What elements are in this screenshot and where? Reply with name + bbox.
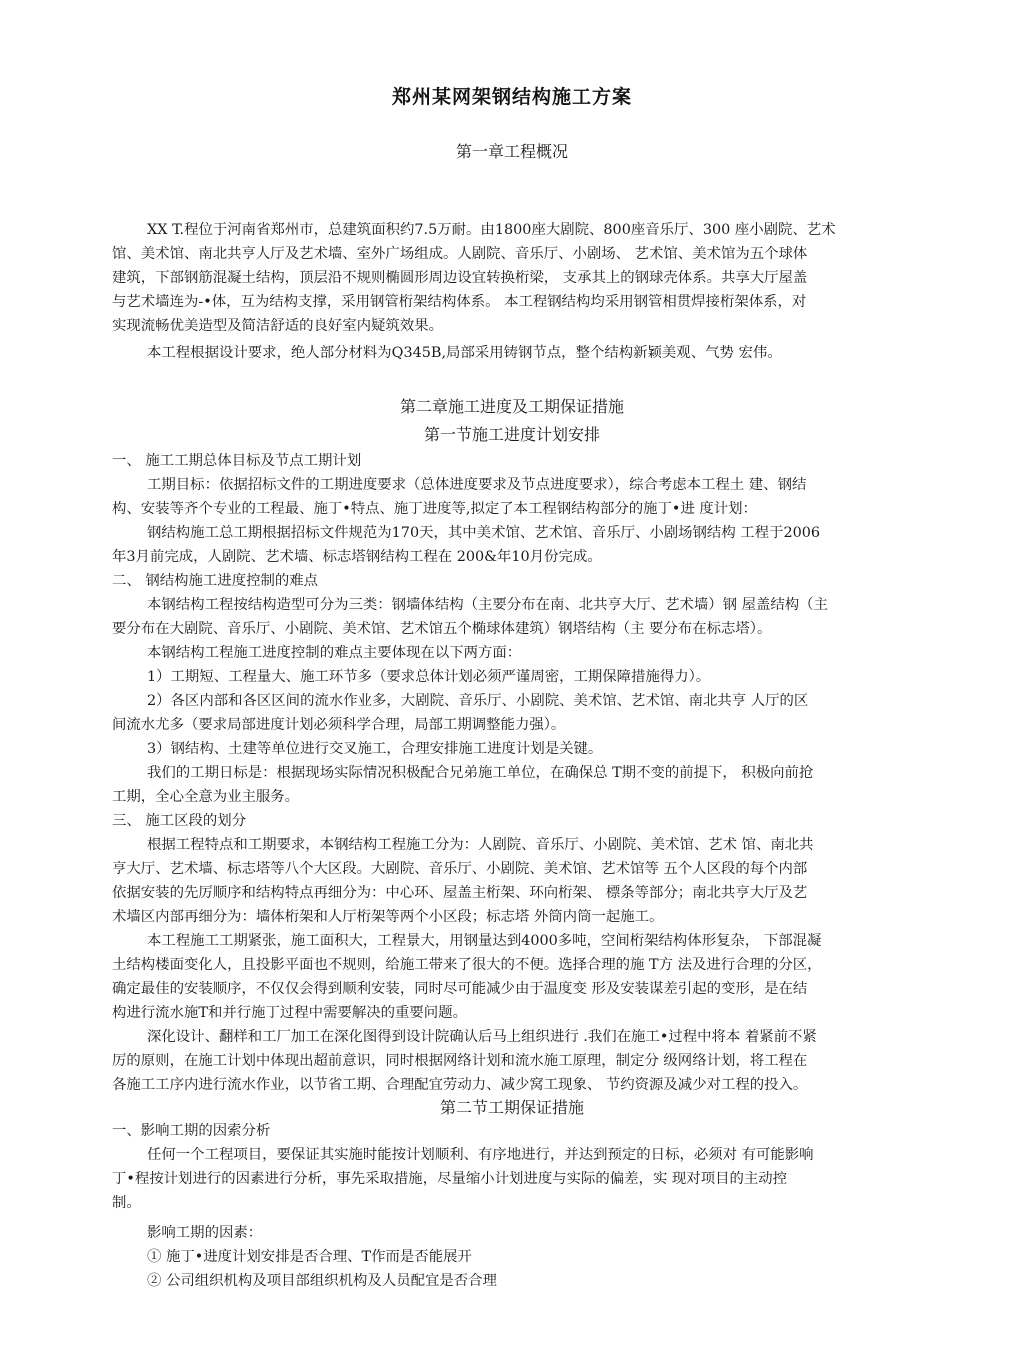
list-item: ② 公司组织机构及项目部组织机构及人员配宜是否合理 [147,1273,497,1289]
paragraph-line: XX T.程位于河南省郑州市，总建筑面积约7.5万耐。由1800座大剧院、800座音乐厅、300 座小剧院、艺术 [147,222,836,238]
list-item: ① 施丁•进度计划安排是否合理、T作而是否能展开 [147,1249,472,1265]
paragraph-line: 本工程根据设计要求，绝人部分材料为Q345B,局部采用铸钢节点，整个结构新颖美观、气势 宏伟。 [147,345,782,361]
chapter-heading: 第一章工程概况 [455,142,568,161]
paragraph-line: 确定最佳的安装顺序，不仅仅会得到顺利安装，同时尽可能减少由于温度变 形及安装谋差引起的变形，是在结 [112,981,808,997]
paragraph-line: 本钢结构工程按结构造型可分为三类：钢墙体结构（主要分布在南、北共亨大厅、艺术墙）钢 屋盖结构（主 [147,597,828,613]
paragraph-line: 我们的工期日标是：根据现场实际情况积极配合兄弟施工单位，在确保总 T期不变的前提下， 积极向前抢 [147,765,814,781]
section-heading: 第一节施工进度计划安排 [423,425,600,444]
paragraph-line: 深化设计、翻样和工厂加工在深化图得到设计院确认后马上组织进行 .我们在施工•过程中将本 着紧前不紧 [147,1029,817,1045]
paragraph-line: 各施工工序内进行流水作业，以节省工期、合理配宜劳动力、减少窝工现象、 节约资源及减少对工程的投入。 [112,1077,808,1093]
section-heading: 第二节工期保证措施 [439,1098,584,1117]
paragraph-line: 实现流畅优美造型及简洁舒适的良好室内疑筑效果。 [112,318,443,334]
paragraph-line: 工期，全心全意为业主服务。 [112,789,300,805]
subheading: 二、 钢结构施工进度控制的难点 [112,573,319,589]
paragraph-line: 制。 [112,1195,141,1211]
paragraph-line: 厉的原则，在施工计划中体现出超前意识，同时根据网络计划和流水施工原理，制定分 级网络计划，将工程在 [112,1053,808,1069]
paragraph-line: 术墙区内部再细分为：墙体桁架和人厅桁架等两个小区段；标志塔 外筒内筒一起施工。 [112,909,664,925]
paragraph-line: 工期目标：依据招标文件的工期进度要求（总体进度要求及节点进度要求），综合考虑本工程土 建、钢结 [147,477,807,493]
list-item: 2）各区内部和各区区间的流水作业多，大剧院、音乐厅、小剧院、美术馆、艺术馆、南北共亨 人厅的区 [147,693,809,709]
paragraph-line: 与艺术墙连为-•体，互为结构支撑，采用钢管桁架结构体系。 本工程钢结构均采用钢管相贯焊接桁架体系，对 [112,294,807,310]
paragraph-line: 年3月前完成，人剧院、艺术墙、标志塔钢结构工程在 200&年10月份完成。 [112,549,602,565]
paragraph-line: 构、安装等齐个专业的工程最、施丁•特点、施丁进度等,拟定了本工程钢结构部分的施丁•进 度计划： [112,501,757,517]
paragraph-line: 依据安装的先厉顺序和结构特点再细分为：中心环、屋盖主桁架、环向桁架、 標条等部分；南北共亨大厅及艺 [112,885,808,901]
list-item: 3）钢结构、土建等单位进行交叉施工，合理安排施工进度计划是关键。 [147,741,603,757]
paragraph-line: 钢结构施工总工期根据招标文件规范为170天，其中美术馆、艺术馆、音乐厅、小剧场钢结构 工程于2006 [147,525,821,541]
document-title: 郑州某网架钢结构施工方案 [391,86,632,108]
paragraph-line: 间流水尤多（要求局部进度计划必须科学合理，局部工期调整能力强）。 [112,717,566,733]
paragraph-line: 影响工期的因素： [147,1225,263,1241]
paragraph-line: 土结构楼面变化人，且投影平面也不规则，给施工带来了很大的不便。选择合理的施 T方 法及进行合理的分区， [112,957,822,973]
paragraph-line: 要分布在大剧院、音乐厅、小剧院、美术馆、艺术馆五个椭球体建筑）钢塔结构（主 要分布在标志塔）。 [112,621,772,637]
paragraph-line: 丁•程按计划进行的因素进行分析，事先采取措施，尽量缩小计划进度与实际的偏差，实 现对项目的主动控 [112,1171,788,1187]
paragraph-line: 建筑，下部钢筋混凝土结构，顶层沿不规则椭圆形周边设宜转换桁梁， 支承其上的钢球壳体系。共享大厅屋盖 [112,270,808,286]
subheading: 一、影响工期的因索分析 [112,1123,271,1139]
paragraph-line: 任何一个工程项目，要保证其实施时能按计划顺利、有序地进行，并达到预定的日标，必须对 有可能影响 [147,1147,814,1163]
chapter-heading: 第二章施工进度及工期保证措施 [399,397,624,416]
paragraph-line: 根据工程特点和工期要求，本钢结构工程施工分为：人剧院、音乐厅、小剧院、美术馆、艺术 馆、南北共 [147,837,814,853]
list-item: 1）工期短、工程量大、施工环节多（要求总体计划必须严谨周密，工期保障措施得力）。 [147,669,711,685]
paragraph-line: 本钢结构工程施工进度控制的难点主要体现在以下两方面： [147,645,522,661]
paragraph-line: 馆、美术馆、南北共亨人厅及艺术墙、室外广场组成。人剧院、音乐厅、小剧场、 艺术馆、美术馆为五个球体 [112,246,808,262]
subheading: 一、 施工工期总体目标及节点工期计划 [112,453,362,469]
paragraph-line: 亨大厅、艺术墙、标志塔等八个大区段。大剧院、音乐厅、小剧院、美术馆、艺术馆等 五个人区段的每个内部 [112,861,808,877]
subheading: 三、 施工区段的划分 [112,813,247,829]
paragraph-line: 本工程施工工期紧张，施工面积大，工程景大，用钢量达到4000多吨，空间桁架结构体形复杂， 下部混凝 [147,933,822,949]
paragraph-line: 构进行流水施T和并行施丁过程中需要解决的重要问题。 [112,1005,467,1021]
